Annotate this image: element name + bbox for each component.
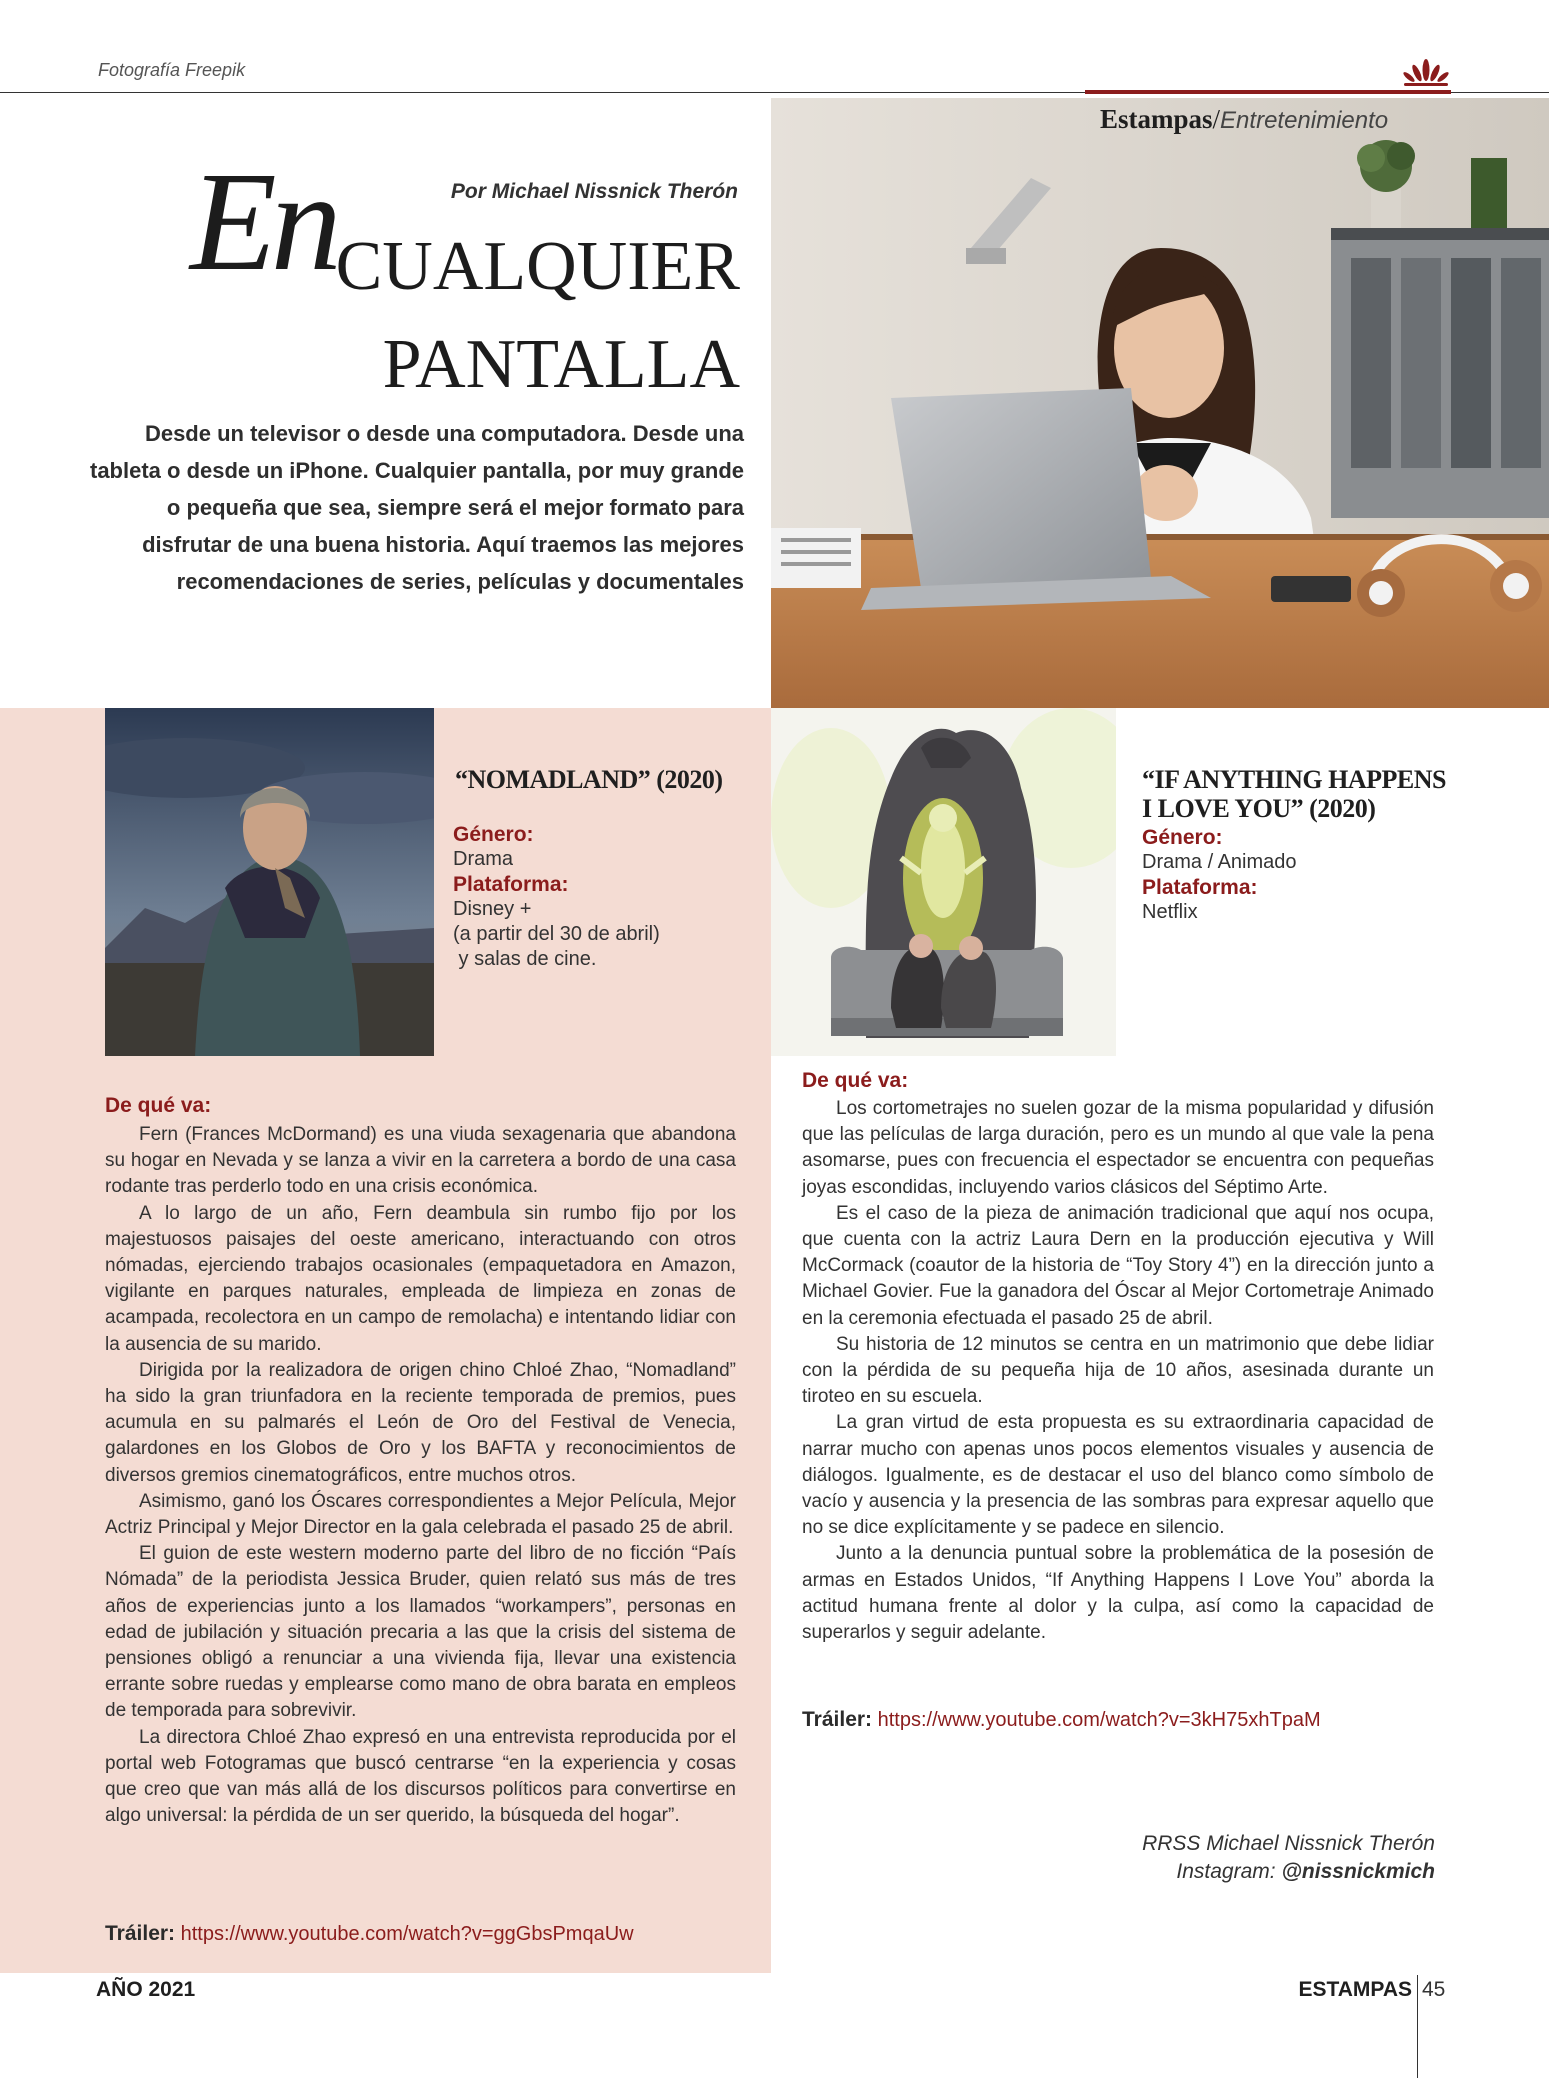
subsection-name: Entretenimiento <box>1220 107 1389 134</box>
footer-divider <box>1417 1975 1418 2078</box>
film2-info <box>1142 825 1532 925</box>
film1-paragraph: A lo largo de un año, Fern deambula sin rumbo fijo por los majestuosos paisajes del oeste americano, interactuando con otros nómadas, ejerciendo trabajos ocasionales (empaquetadora en Amazon, vigilante en parques naturales, empleada de limpieza en zonas de acampada, recolectora en un campo de remolacha) e intentando lidiar con la ausencia de su marido. <box>105 1202 736 1355</box>
social-instagram-label: Instagram: <box>1176 1860 1282 1883</box>
footer-year: AÑO 2021 <box>96 1978 196 2001</box>
film1-paragraph: El guion de este western moderno parte del libro de no ficción “País Nómada” de la periodista Jessica Bruder, quien relató sus más de tres años de experiencias junto a los llamados “workampers”, personas en edad de jubilación y situación precaria a las que la crisis del sistema de pensiones obligó a renunciar a una vivienda fija, llevar una existencia errante sobre ruedas y emplearse como mano de obra barata en empleos de temporada para sobrevivir. <box>105 1543 736 1722</box>
film1-platform-line2: (a partir del 30 de abril) <box>453 923 660 945</box>
film1-platform-label: Plataforma: <box>453 873 569 896</box>
title-line-pantalla: PANTALLA <box>382 326 740 403</box>
photo-credit: Fotografía Freepik <box>98 60 246 80</box>
film2-platform-label: Plataforma: <box>1142 876 1258 899</box>
article-intro: Desde un televisor o desde una computadora. Desde una tableta o desde un iPhone. Cualquier pantalla, por muy grande o pequeña que sea, siempre será el mejor formato para disfrutar de una buena historia. Aquí traemos las mejores recomendaciones de series, películas y documentales <box>90 421 744 594</box>
film1-trailer-label: Tráiler: <box>105 1922 176 1945</box>
film1-genre: Drama <box>453 848 514 870</box>
page-number: 45 <box>1422 1978 1446 2001</box>
film2-trailer-link[interactable]: https://www.youtube.com/watch?v=3kH75xhTpaM <box>877 1709 1321 1731</box>
film1-about-label: De qué va: <box>105 1094 212 1117</box>
section-accent-rule <box>1085 90 1451 94</box>
film1-paragraph: La directora Chloé Zhao expresó en una entrevista reproducida por el portal web Fotogramas que buscó centrarse “en la experiencia y cosas que creo que van más allá de los discursos políticos para convertirse en algo universal: la pérdida de un ser querido, la búsqueda del hogar”. <box>105 1726 736 1827</box>
footer-magazine: ESTAMPAS <box>1298 1978 1412 2001</box>
film1-body <box>105 1122 736 1829</box>
film2-paragraph: La gran virtud de esta propuesta es su extraordinaria capacidad de narrar mucho con apenas unos pocos elementos visuales y ausencia de diálogos. Igualmente, es de destacar el uso del blanco como símbolo de vacío y ausencia y la presencia de las sombras para expresar aquello que no se dice explícitamente y se padece en silencio. <box>802 1412 1434 1539</box>
film1-trailer <box>105 1922 634 1946</box>
title-script-en: En <box>190 142 336 300</box>
film2-paragraph: Junto a la denuncia puntual sobre la problemática de la posesión de armas en Estados Unidos, “If Anything Happens I Love You” aborda la actitud humana frente al dolor y la culpa, así como la capacidad de superarlos y seguir adelante. <box>802 1543 1434 1644</box>
article-byline: Por Michael Nissnick Therón <box>450 180 738 203</box>
film2-title <box>1142 765 1532 823</box>
film2-body <box>802 1096 1434 1646</box>
film1-platform-line3: y salas de cine. <box>453 948 597 970</box>
hero-photo-woman-laptop <box>771 98 1549 708</box>
film2-paragraph: Su historia de 12 minutos se centra en un matrimonio que debe lidiar con la pérdida de su pequeña hija de 10 años, asesinada durante un tiroteo en su escuela. <box>802 1333 1434 1408</box>
film1-paragraph: Asimismo, ganó los Óscares correspondientes a Mejor Película, Mejor Actriz Principal y Mejor Director en la gala celebrada el pasado 25 de abril. <box>105 1490 736 1539</box>
nomadland-still-photo <box>105 708 434 1056</box>
social-line1: RRSS Michael Nissnick Therón <box>1142 1832 1435 1855</box>
section-tag: Estampas/Entretenimiento <box>1100 104 1389 134</box>
film2-title-line1: “IF ANYTHING HAPPENS <box>1142 765 1446 794</box>
film2-genre: Drama / Animado <box>1142 851 1297 873</box>
film1-info <box>453 822 753 972</box>
lotus-icon <box>1398 58 1454 88</box>
film1-platform-line1: Disney + <box>453 898 532 920</box>
title-line-cualquier: CUALQUIER <box>335 228 740 305</box>
author-social <box>960 1830 1435 1886</box>
film1-genre-label: Género: <box>453 823 534 846</box>
film1-paragraph: Fern (Frances McDormand) es una viuda sexagenaria que abandona su hogar en Nevada y se lanza a vivir en la carretera a bordo de una casa rodante tras perderlo todo en una crisis económica. <box>105 1124 736 1198</box>
if-anything-happens-still <box>771 708 1116 1056</box>
film1-trailer-link[interactable]: https://www.youtube.com/watch?v=ggGbsPmqaUw <box>180 1923 634 1945</box>
instagram-handle[interactable]: @nissnickmich <box>1281 1860 1435 1883</box>
film1-paragraph: Dirigida por la realizadora de origen chino Chloé Zhao, “Nomadland” ha sido la gran triunfadora en la reciente temporada de premios, pues acumula en su palmarés el León de Oro del Festival de Venecia, galardones en los Globos de Oro y los BAFTA y reconocimientos de diversos gremios cinematográficos, entre muchos otros. <box>105 1359 736 1486</box>
film2-genre-label: Género: <box>1142 826 1223 849</box>
film2-trailer-label: Tráiler: <box>802 1708 873 1731</box>
film2-about-label: De qué va: <box>802 1069 909 1092</box>
film1-title: “NOMADLAND” (2020) <box>455 765 723 794</box>
film2-platform: Netflix <box>1142 901 1198 923</box>
film2-paragraph: Es el caso de la pieza de animación tradicional que aquí nos ocupa, que cuenta con la actriz Laura Dern en la producción ejecutiva y Will McCormack (coautor de la historia de “Toy Story 4”) en la dirección junto a Michael Govier. Fue la ganadora del Óscar al Mejor Cortometraje Animado en la ceremonia efectuada el pasado 25 de abril. <box>802 1202 1434 1329</box>
film2-trailer <box>802 1708 1321 1732</box>
section-name: Estampas <box>1100 104 1213 134</box>
film2-paragraph: Los cortometrajes no suelen gozar de la misma popularidad y difusión que las películas de larga duración, pero es un mundo al que vale la pena asomarse, pues con frecuencia el espectador se encuentra con pequeñas joyas escondidas, incluyendo varios clásicos del Séptimo Arte. <box>802 1098 1434 1198</box>
film2-title-line2: I LOVE YOU” (2020) <box>1142 794 1376 823</box>
social-line2 <box>960 1858 1435 1886</box>
